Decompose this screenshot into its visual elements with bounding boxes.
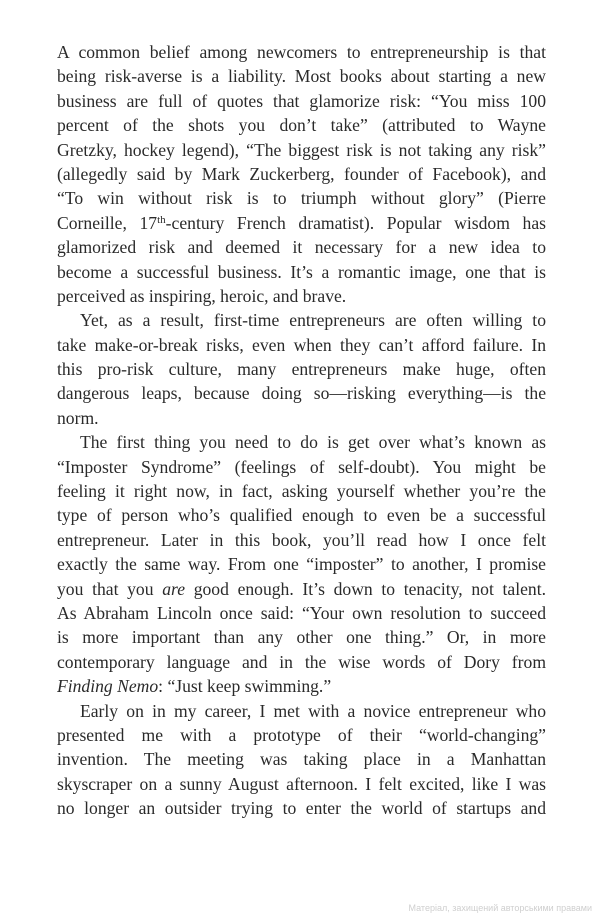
copyright-watermark: Матеріал, захищений авторськими правами: [408, 903, 592, 913]
paragraph-4: [57, 699, 546, 821]
paragraph-2: [57, 308, 546, 430]
text-line: perceived as inspiring, heroic, and brave.: [57, 285, 347, 306]
text-line: Early on in my career, I met with a novice entrepreneur who: [80, 700, 546, 721]
text-span: -century French dramatist). Popular wisdom has: [165, 212, 546, 233]
text-line: being risk-averse is a liability. Most books about starting a new: [57, 66, 546, 87]
superscript: th: [157, 213, 166, 226]
text-line: A common belief among newcomers to entrepreneurship is that: [57, 42, 546, 62]
text-line: presented me with a prototype of their “world-changing”: [57, 724, 546, 745]
text-span: you that you: [57, 578, 163, 599]
text-span: good enough. It’s down to tenacity, not talent.: [185, 578, 546, 599]
text-line: is more important than any other one thing.” Or, in more: [57, 627, 546, 648]
text-line: Gretzky, hockey legend), “The biggest risk is not taking any risk”: [57, 139, 546, 160]
text-line: Yet, as a result, first-time entrepreneurs are often willing to: [80, 310, 546, 331]
text-line: [57, 211, 546, 235]
italic-title: Finding Nemo: [57, 676, 159, 697]
text-line: take make-or-break risks, even when they can’t afford failure. In: [57, 334, 546, 355]
text-line: entrepreneur. Later in this book, you’ll read how I once felt: [57, 529, 546, 550]
text-line: [57, 577, 546, 601]
paragraph-3: [57, 430, 546, 698]
text-line: “To win without risk is to triumph without glory” (Pierre: [57, 188, 546, 209]
paragraph-1: [57, 40, 546, 308]
text-span: : “Just keep swimming.”: [158, 676, 332, 697]
text-line: type of person who’s qualified enough to even be a successful: [57, 505, 546, 526]
text-line: (allegedly said by Mark Zuckerberg, founder of Facebook), and: [57, 163, 546, 184]
text-line: no longer an outsider trying to enter the world of startups and: [57, 798, 546, 819]
book-page: [57, 40, 546, 821]
text-line: The first thing you need to do is get over what’s known as: [80, 432, 546, 453]
text-line: “Imposter Syndrome” (feelings of self-doubt). You might be: [57, 456, 546, 477]
text-line: business are full of quotes that glamorize risk: “You miss 100: [57, 90, 546, 111]
text-span: Corneille, 17: [57, 212, 158, 233]
text-line: become a successful business. It’s a romantic image, one that is: [57, 261, 546, 282]
text-line: percent of the shots you don’t take” (attributed to Wayne: [57, 115, 546, 136]
text-line: As Abraham Lincoln once said: “Your own resolution to succeed: [57, 602, 546, 623]
text-line: contemporary language and in the wise words of Dory from: [57, 651, 546, 672]
text-line: skyscraper on a sunny August afternoon. I felt excited, like I was: [57, 773, 546, 794]
text-line: exactly the same way. From one “imposter” to another, I promise: [57, 554, 546, 575]
text-line: this pro-risk culture, many entrepreneurs make huge, often: [57, 359, 546, 380]
text-line: dangerous leaps, because doing so—risking everything—is the: [57, 383, 546, 404]
text-line: invention. The meeting was taking place in a Manhattan: [57, 749, 546, 770]
italic-text: are: [162, 578, 186, 599]
text-line: [57, 674, 546, 698]
text-line: norm.: [57, 407, 99, 428]
text-line: feeling it right now, in fact, asking yourself whether you’re the: [57, 481, 546, 502]
text-line: glamorized risk and deemed it necessary for a new idea to: [57, 237, 546, 258]
